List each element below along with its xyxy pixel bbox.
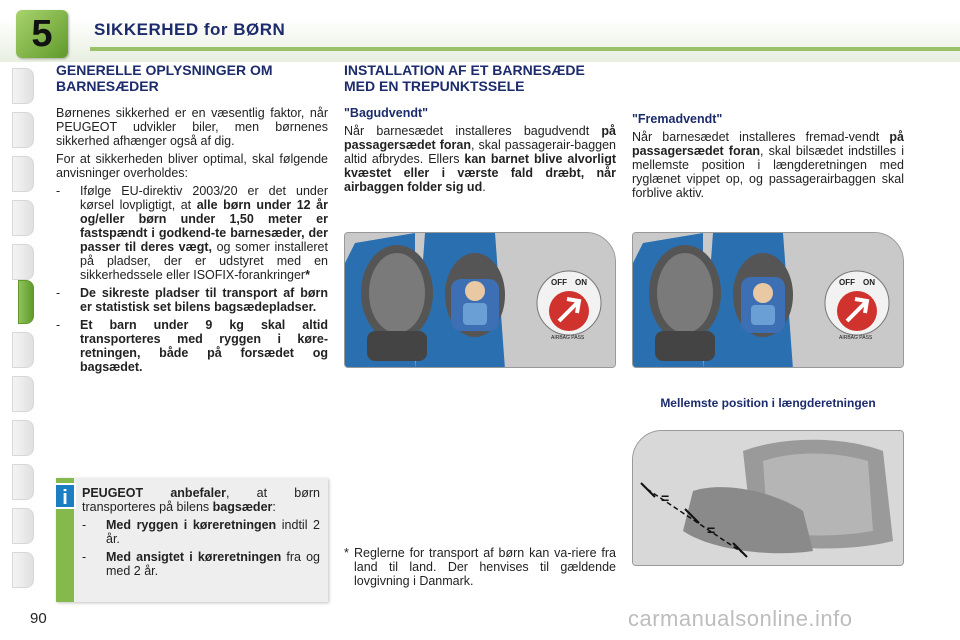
svg-text:=: = (661, 490, 670, 506)
header-rule (90, 47, 960, 51)
footnote-marker: * (344, 546, 349, 560)
section-heading: INSTALLATION AF ET BARNESÆDE MED EN TREPUNKTSSELE (344, 62, 585, 94)
footnote-text: Reglerne for transport af børn kan va-riere fra land til land. Der henvises til gældende lovgivning i Danmark. (354, 546, 616, 588)
footnote (344, 546, 616, 588)
paragraph: Børnenes sikkerhed er en væsentlig faktor, når PEUGEOT udvikler biler, men børnenes sikkerhed afhænger også af dig. (56, 106, 328, 148)
chapter-badge: 5 (16, 10, 68, 58)
chapter-tab[interactable] (12, 552, 34, 588)
list-item (56, 286, 328, 314)
text-run-bold: bagsæder (212, 500, 273, 514)
airbag-off-label: OFF (551, 278, 567, 287)
paragraph (632, 130, 904, 200)
chapter-tabs (0, 68, 40, 588)
text-run: : (272, 500, 276, 514)
paragraph (82, 486, 320, 514)
chapter-tab[interactable] (12, 464, 34, 500)
text-run: , skal passagerair-baggen altid afbrydes. Ellers (344, 138, 616, 166)
text-run: , skal bilsædet indstilles i mellemste position i længderetningen med ryglænet vippet op, og passagerairbaggen skal forblive aktiv. (632, 144, 905, 200)
text-run-bold: kan barnet blive alvorligt kvæstet eller i værste fald dræbt, når airbaggen folder sig ud (344, 152, 616, 194)
paragraph: For at sikkerheden bliver optimal, skal følgende anvisninger overholdes: (56, 152, 328, 180)
info-content (82, 486, 320, 582)
text-run: Når barnesædet installeres bagudvendt (344, 124, 602, 138)
chapter-tab[interactable] (12, 112, 34, 148)
text-run-bold: Med ryggen i køreretningen (106, 518, 277, 532)
rear-facing-seat-figure (344, 232, 616, 368)
chapter-tab[interactable] (12, 376, 34, 412)
text-run: , at børn transporteres på bilens (82, 486, 320, 514)
text-run: Ifølge EU-direktiv 2003/20 er det under kørsel lovpligtigt, at (80, 184, 328, 212)
chapter-tab[interactable] (12, 68, 34, 104)
watermark: carmanualsonline.info (628, 606, 853, 631)
subheading: "Bagudvendt" (344, 106, 429, 120)
text-run: Når barnesædet installeres fremad-vendt (632, 130, 890, 144)
chapter-tab[interactable] (12, 200, 34, 236)
chapter-tab-active[interactable] (18, 280, 34, 324)
chapter-tab[interactable] (12, 420, 34, 456)
chapter-tab[interactable] (12, 332, 34, 368)
text-run-bold: Med ansigtet i køreretningen (106, 550, 282, 564)
info-box (56, 478, 328, 602)
chapter-tab[interactable] (12, 156, 34, 192)
forward-facing-illustration (633, 233, 904, 368)
text-run-bold: på passagersædet foran (632, 130, 904, 158)
text-run-bold: alle børn under 12 år og/eller børn under 1,50 meter er fastspændt i godkend-te barnesæder, der passer til deres vægt, (80, 198, 328, 254)
instruction-list (56, 184, 328, 374)
footnote-marker: * (305, 268, 310, 282)
page-number: 90 (30, 610, 47, 627)
list-item (56, 318, 328, 374)
forward-facing-column (632, 112, 904, 204)
seat-position-figure (632, 430, 904, 566)
section-heading: GENERELLE OPLYSNINGER OM BARNESÆDER (56, 62, 273, 94)
airbag-panel-caption: AIRBAG PASS (839, 335, 873, 341)
subheading: "Fremadvendt" (632, 112, 723, 126)
text-run-bold: på passagersædet foran (344, 124, 616, 152)
chapter-tab[interactable] (12, 244, 34, 280)
airbag-panel-caption: AIRBAG PASS (551, 335, 585, 341)
figure-caption: Mellemste position i længderetningen (660, 396, 876, 410)
list-item (82, 518, 320, 546)
text-run: indtil 2 år. (106, 518, 320, 546)
airbag-on-label: ON (863, 278, 875, 287)
text-run-bold: De sikreste pladser til transport af børn er statistisk set bilens bagsædepladser. (80, 286, 328, 314)
installation-column (344, 62, 616, 198)
text-run: . (482, 180, 486, 194)
chapter-title: SIKKERHED for BØRN (94, 20, 286, 39)
recommendation-list (82, 518, 320, 578)
svg-text:=: = (707, 522, 716, 538)
text-run: fra og med 2 år. (106, 550, 320, 578)
general-info-column (56, 62, 328, 378)
chapter-tab[interactable] (12, 508, 34, 544)
airbag-off-label: OFF (839, 278, 855, 287)
seat-position-illustration (633, 431, 904, 566)
text-run-bold: Et barn under 9 kg skal altid transporteres med ryggen i køre-retningen, både på forsædet og bagsædet. (80, 318, 328, 374)
text-run: og somer installeret på pladser, der er udstyret med en sikkerhedssele eller ISOFIX-forankringer (80, 240, 328, 282)
airbag-on-label: ON (575, 278, 587, 287)
list-item (82, 550, 320, 578)
list-item (56, 184, 328, 282)
info-icon: i (54, 483, 76, 509)
forward-facing-seat-figure (632, 232, 904, 368)
paragraph (344, 124, 616, 194)
text-run-bold: PEUGEOT anbefaler (82, 486, 226, 500)
rear-facing-illustration (345, 233, 616, 368)
